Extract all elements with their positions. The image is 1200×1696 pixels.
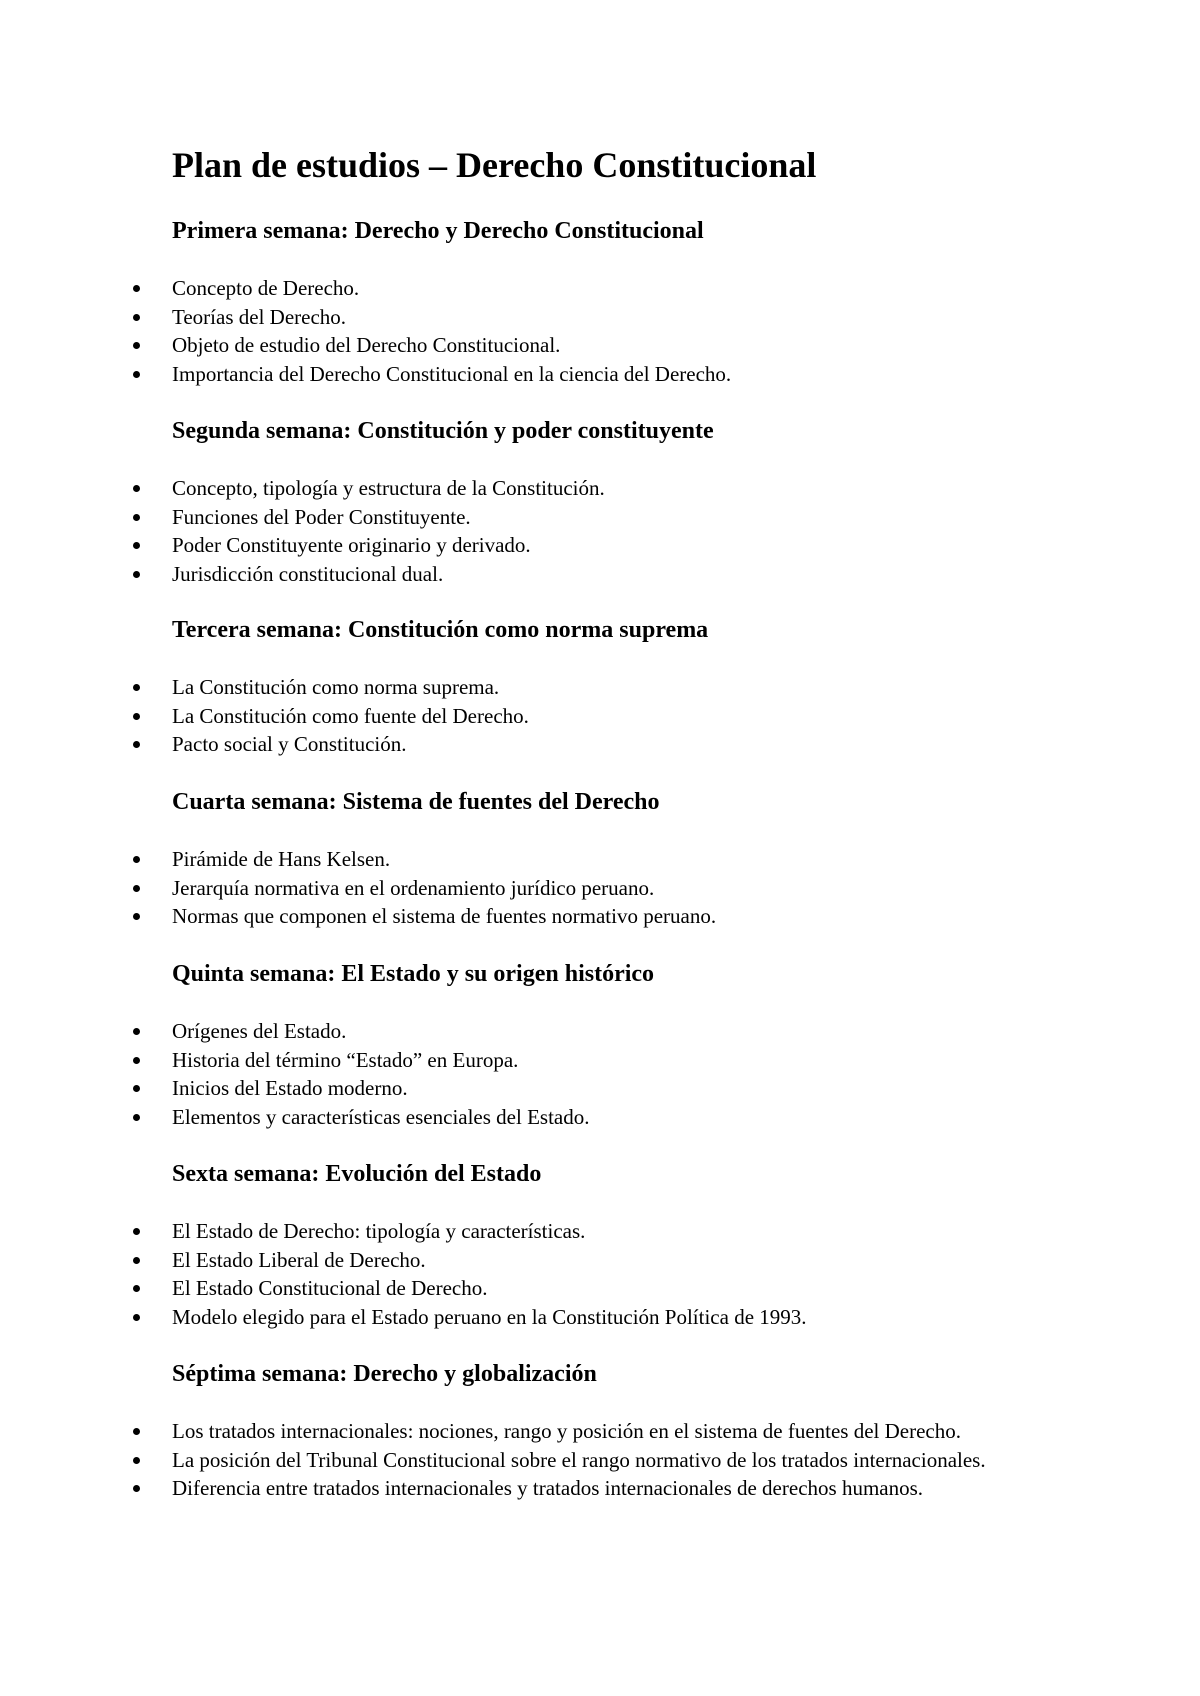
bullet-dot-icon: [133, 542, 140, 549]
bullet-dot-icon: [133, 371, 140, 378]
section-heading: Sexta semana: Evolución del Estado: [172, 1161, 542, 1187]
topic-list: [0, 845, 1200, 931]
list-item: [0, 360, 1200, 389]
bullet-dot-icon: [133, 1057, 140, 1064]
list-item: [0, 1417, 1200, 1446]
bullet-dot-icon: [133, 1114, 140, 1121]
list-item: [0, 1103, 1200, 1132]
bullet-dot-icon: [133, 1228, 140, 1235]
bullet-dot-icon: [133, 514, 140, 521]
bullet-dot-icon: [133, 1457, 140, 1464]
list-item-text: Elementos y características esenciales del Estado.: [172, 1104, 590, 1129]
bullet-dot-icon: [133, 1314, 140, 1321]
list-item-text: Poder Constituyente originario y derivado.: [172, 533, 531, 557]
section-heading: Cuarta semana: Sistema de fuentes del Derecho: [172, 789, 660, 815]
bullet-dot-icon: [133, 485, 140, 492]
bullet-dot-icon: [133, 314, 140, 321]
list-item: [0, 531, 1200, 560]
list-item-text: La Constitución como norma suprema.: [172, 675, 500, 699]
list-item-text: Orígenes del Estado.: [172, 1019, 347, 1043]
list-item-text: Inicios del Estado moderno.: [172, 1076, 408, 1100]
list-item-text: Pirámide de Hans Kelsen.: [172, 847, 391, 871]
list-item-text: El Estado Liberal de Derecho.: [172, 1247, 426, 1272]
topic-list: [0, 1217, 1200, 1331]
list-item-text: Concepto de Derecho.: [172, 276, 360, 300]
list-item-text: Historia del término “Estado” en Europa.: [172, 1047, 519, 1072]
list-item: [0, 1017, 1200, 1046]
list-item-text: Modelo elegido para el Estado peruano en la Constitución Política de 1993.: [172, 1304, 807, 1329]
topic-list: [0, 1417, 1200, 1503]
bullet-dot-icon: [133, 571, 140, 578]
list-item: [0, 1217, 1200, 1246]
list-item-text: Diferencia entre tratados internacionales y tratados internacionales de derechos humanos.: [172, 1476, 924, 1500]
bullet-dot-icon: [133, 885, 140, 892]
list-item-text: Teorías del Derecho.: [172, 304, 347, 329]
topic-list: [0, 1017, 1200, 1131]
list-item: [0, 673, 1200, 702]
section-heading: Primera semana: Derecho y Derecho Constitucional: [172, 218, 704, 244]
list-item-text: Jerarquía normativa en el ordenamiento jurídico peruano.: [172, 875, 655, 900]
bullet-dot-icon: [133, 1085, 140, 1092]
list-item: [0, 702, 1200, 731]
section-heading: Quinta semana: El Estado y su origen histórico: [172, 961, 655, 987]
bullet-dot-icon: [133, 684, 140, 691]
list-item: [0, 1474, 1200, 1503]
bullet-dot-icon: [133, 342, 140, 349]
bullet-dot-icon: [133, 713, 140, 720]
list-item: [0, 1446, 1200, 1475]
list-item: [0, 1303, 1200, 1332]
topic-list: [0, 274, 1200, 388]
topic-list: [0, 673, 1200, 759]
section-heading: Segunda semana: Constitución y poder constituyente: [172, 418, 714, 444]
list-item-text: Normas que componen el sistema de fuentes normativo peruano.: [172, 904, 717, 928]
topic-list: [0, 474, 1200, 588]
list-item: [0, 274, 1200, 303]
section-heading: Tercera semana: Constitución como norma suprema: [172, 617, 709, 643]
bullet-dot-icon: [133, 1485, 140, 1492]
bullet-dot-icon: [133, 913, 140, 920]
bullet-dot-icon: [133, 1428, 140, 1435]
list-item-text: Concepto, tipología y estructura de la Constitución.: [172, 476, 605, 500]
list-item: [0, 331, 1200, 360]
list-item: [0, 1074, 1200, 1103]
list-item-text: La posición del Tribunal Constitucional sobre el rango normativo de los tratados internacionales.: [172, 1447, 986, 1472]
list-item-text: El Estado Constitucional de Derecho.: [172, 1276, 488, 1300]
list-item: [0, 845, 1200, 874]
bullet-dot-icon: [133, 741, 140, 748]
list-item: [0, 503, 1200, 532]
section-heading: Séptima semana: Derecho y globalización: [172, 1361, 597, 1387]
list-item-text: Importancia del Derecho Constitucional en la ciencia del Derecho.: [172, 361, 732, 386]
list-item-text: Los tratados internacionales: nociones, rango y posición en el sistema de fuentes del Derecho.: [172, 1419, 961, 1443]
list-item-text: La Constitución como fuente del Derecho.: [172, 703, 529, 728]
list-item-text: Objeto de estudio del Derecho Constitucional.: [172, 333, 561, 357]
list-item: [0, 474, 1200, 503]
bullet-dot-icon: [133, 1285, 140, 1292]
list-item-text: Jurisdicción constitucional dual.: [172, 561, 444, 586]
list-item: [0, 730, 1200, 759]
document-title: Plan de estudios – Derecho Constitucional: [172, 145, 817, 185]
list-item: [0, 1274, 1200, 1303]
list-item-text: Funciones del Poder Constituyente.: [172, 504, 471, 529]
list-item: [0, 560, 1200, 589]
list-item: [0, 902, 1200, 931]
bullet-dot-icon: [133, 1257, 140, 1264]
list-item-text: Pacto social y Constitución.: [172, 732, 407, 756]
list-item: [0, 303, 1200, 332]
bullet-dot-icon: [133, 285, 140, 292]
bullet-dot-icon: [133, 856, 140, 863]
bullet-dot-icon: [133, 1028, 140, 1035]
list-item-text: El Estado de Derecho: tipología y características.: [172, 1219, 586, 1243]
list-item: [0, 1046, 1200, 1075]
list-item: [0, 874, 1200, 903]
list-item: [0, 1246, 1200, 1275]
